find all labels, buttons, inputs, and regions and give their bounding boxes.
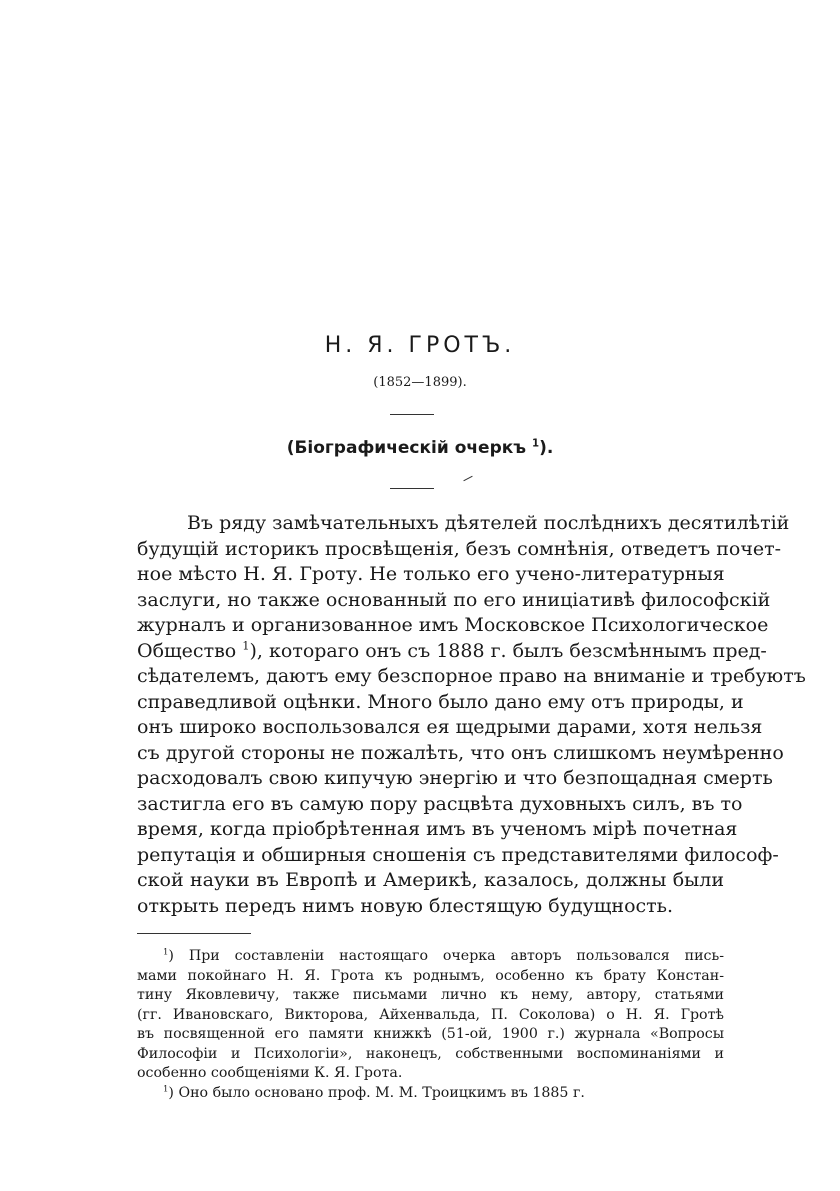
paragraph-line: ской науки въ Европѣ и Америкѣ, казалось, должны были bbox=[137, 869, 724, 891]
footnotes bbox=[137, 947, 724, 1103]
paragraph-line: съ другой стороны не пожалѣть, что онъ слишкомъ неумѣренно bbox=[137, 741, 784, 764]
paragraph-line-rest: ), котораго онъ съ 1888 г. былъ безсмѣннымъ пред- bbox=[249, 639, 767, 662]
ink-mark bbox=[463, 476, 472, 482]
paragraph-line: справедливой оцѣнки. Много было дано ему отъ природы, и bbox=[137, 690, 744, 713]
paragraph-line: журналъ и организованное имъ Московское Психологическое bbox=[137, 614, 769, 636]
paragraph-line: заслуги, но также основанный по его иниціативѣ философскій bbox=[137, 588, 771, 611]
paragraph-line: расходовалъ свою кипучую энергію и что безпощадная смерть bbox=[137, 767, 773, 789]
paragraph-line: онъ широко воспользовался ея щедрыми дарами, хотя нельзя bbox=[137, 716, 763, 738]
footnote-2 bbox=[137, 1084, 724, 1104]
main-paragraph bbox=[137, 511, 806, 919]
footnote-line: тину Яковлевичу, также письмами лично къ нему, автору, статьями bbox=[137, 987, 724, 1003]
footnote-line-text: ) Оно было основано проф. М. М. Троицкимъ въ 1885 г. bbox=[168, 1084, 585, 1101]
footnote-line: Философіи и Психологіи», наконецъ, собственными воспоминаніями и bbox=[137, 1045, 724, 1062]
footnote-line: мами покойнаго Н. Я. Грота къ роднымъ, особенно къ брату Констан- bbox=[137, 967, 724, 984]
paragraph-line: время, когда пріобрѣтенная имъ въ ученомъ мірѣ почетная bbox=[137, 818, 738, 840]
footnote-separator bbox=[137, 933, 251, 934]
subtitle bbox=[0, 438, 840, 458]
paragraph-line: репутація и обширныя сношенія съ представителями философ- bbox=[137, 843, 779, 866]
divider-rule bbox=[390, 488, 434, 489]
page-title: Н. Я. ГРОТЪ. bbox=[324, 333, 516, 358]
paragraph-line-start: Общество bbox=[137, 639, 243, 662]
footnote-mark: 1 bbox=[531, 438, 540, 450]
subtitle-text: (Біографическій очеркъ bbox=[286, 438, 532, 458]
footnote-line: особенно сообщеніями К. Я. Грота. bbox=[137, 1065, 403, 1081]
paragraph-line: сѣдателемъ, даютъ ему безспорное право на вниманіе и требуютъ bbox=[137, 665, 806, 687]
footnote-mark: 1 bbox=[163, 947, 169, 958]
life-dates: (1852—1899). bbox=[373, 375, 467, 390]
paragraph-line: будущій историкъ просвѣщенія, безъ сомнѣнія, отведетъ почет- bbox=[137, 537, 782, 560]
paragraph-line bbox=[137, 638, 767, 665]
footnote-line bbox=[137, 1084, 724, 1104]
footnote-line-text: ) При составленіи настоящаго очерка авторъ пользовался пись- bbox=[168, 948, 724, 964]
paragraph-line: ное мѣсто Н. Я. Гроту. Не только его учено-литературныя bbox=[137, 563, 725, 585]
footnote-line: (гг. Ивановскаго, Викторова, Айхенвальда, П. Соколова) о Н. Я. Гротѣ bbox=[137, 1006, 724, 1023]
footnote-mark: 1 bbox=[242, 638, 250, 653]
paragraph-line: открыть передъ нимъ новую блестящую будущность. bbox=[137, 894, 674, 917]
divider-rule bbox=[390, 414, 434, 415]
footnote-1 bbox=[137, 947, 724, 1084]
paragraph-line: застигла его въ самую пору расцвѣта духовныхъ силъ, въ то bbox=[137, 792, 743, 815]
footnote-mark: 1 bbox=[163, 1083, 169, 1094]
subtitle-end: ). bbox=[539, 438, 554, 458]
footnote-line bbox=[137, 947, 724, 967]
footnote-line: въ посвященной его памяти книжкѣ (51-ой, 1900 г.) журнала «Вопросы bbox=[137, 1026, 724, 1042]
paragraph-line: Въ ряду замѣчательныхъ дѣятелей послѣднихъ десятилѣтій bbox=[187, 512, 790, 534]
